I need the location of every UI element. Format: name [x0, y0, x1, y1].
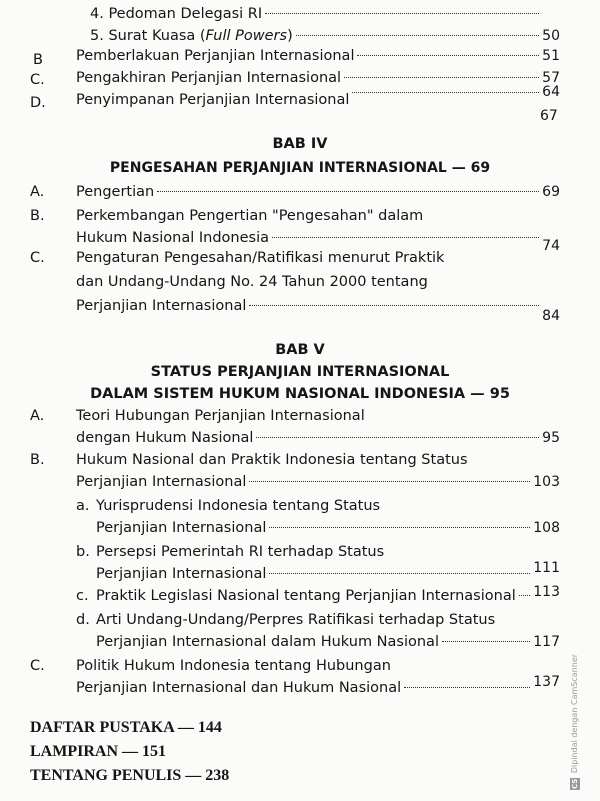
dot-leader: [256, 437, 539, 438]
dot-leader: [157, 191, 539, 192]
toc-item-surat-kuasa[interactable]: 5. Surat Kuasa (Full Powers) 50: [90, 28, 560, 44]
section-letter: C.: [30, 72, 45, 88]
section-letter: B.: [30, 452, 45, 468]
toc-item-tentang-penulis[interactable]: TENTANG PENULIS — 238: [30, 767, 230, 784]
subsection-letter: c.: [76, 588, 89, 604]
toc-item-pedoman-delegasi[interactable]: 4. Pedoman Delegasi RI: [90, 6, 560, 22]
dot-leader: [352, 92, 539, 93]
dot-leader: [344, 77, 539, 78]
dot-leader: [249, 305, 539, 306]
toc-item-teori-hubungan[interactable]: dengan Hukum Nasional 95: [76, 430, 560, 446]
section-letter: A.: [30, 408, 45, 424]
dot-leader: [265, 13, 539, 14]
section-letter: B.: [30, 208, 45, 224]
subsection-letter: b.: [76, 544, 90, 560]
toc-item-hukum-nasional[interactable]: Perjanjian Internasional 103: [76, 474, 560, 490]
toc-item-line: Persepsi Pemerintah RI terhadap Status: [96, 544, 385, 560]
dot-leader: [249, 481, 530, 482]
section-letter: A.: [30, 184, 45, 200]
dot-leader: [272, 237, 539, 238]
toc-item-pengaturan[interactable]: Perjanjian Internasional 84: [76, 298, 560, 324]
scanner-watermark: CS Dipindai dengan CamScanner: [570, 653, 579, 789]
toc-item-line: Arti Undang-Undang/Perpres Ratifikasi terhadap Status: [96, 612, 496, 628]
subsection-letter: d.: [76, 612, 90, 628]
toc-item-daftar-pustaka[interactable]: DAFTAR PUSTAKA — 144: [30, 719, 222, 736]
toc-item-yurisprudensi[interactable]: Perjanjian Internasional 108: [96, 520, 560, 536]
dot-leader: [269, 527, 530, 528]
dot-leader: [519, 595, 531, 596]
chapter-subtitle: PENGESAHAN PERJANJIAN INTERNASIONAL — 69: [109, 160, 491, 176]
dot-leader: [442, 641, 530, 642]
toc-item-perkembangan[interactable]: Hukum Nasional Indonesia 74: [76, 230, 560, 254]
page-number: 67: [540, 108, 558, 124]
section-letter: C.: [30, 658, 45, 674]
toc-item-line: Perkembangan Pengertian "Pengesahan" dalam: [76, 208, 424, 224]
chapter-title: BAB IV: [272, 136, 328, 152]
toc-item-line: Pengaturan Pengesahan/Ratifikasi menurut Praktik: [76, 250, 445, 266]
dot-leader: [357, 55, 539, 56]
toc-item-pengakhiran[interactable]: Pengakhiran Perjanjian Internasional 57: [76, 70, 560, 86]
subsection-letter: a.: [76, 498, 90, 514]
section-letter: B: [33, 52, 43, 68]
toc-item-line: Teori Hubungan Perjanjian Internasional: [76, 408, 365, 424]
toc-item-penyimpanan[interactable]: Penyimpanan Perjanjian Internasional 64: [76, 84, 560, 108]
chapter-title: BAB V: [275, 342, 325, 358]
toc-item-pengertian[interactable]: Pengertian 69: [76, 184, 560, 200]
section-letter: C.: [30, 250, 45, 266]
toc-item-lampiran[interactable]: LAMPIRAN — 151: [30, 743, 166, 760]
chapter-subtitle: STATUS PERJANJIAN INTERNASIONAL: [150, 364, 450, 380]
toc-item-line: Politik Hukum Indonesia tentang Hubungan: [76, 658, 391, 674]
chapter-subtitle: DALAM SISTEM HUKUM NASIONAL INDONESIA — 95: [90, 386, 510, 402]
toc-item-persepsi[interactable]: Perjanjian Internasional 111: [96, 560, 560, 582]
camscanner-logo-icon: CS: [571, 778, 579, 789]
section-letter: D.: [30, 95, 46, 111]
toc-item-line: Yurisprudensi Indonesia tentang Status: [96, 498, 381, 514]
dot-leader: [296, 35, 539, 36]
toc-item-praktik-legislasi[interactable]: Praktik Legislasi Nasional tentang Perjanjian Internasional 113: [96, 584, 560, 604]
toc-item-politik-hukum[interactable]: Perjanjian Internasional dan Hukum Nasional 137: [76, 674, 560, 696]
toc-item-line: Hukum Nasional dan Praktik Indonesia tentang Status: [76, 452, 468, 468]
toc-item-line: dan Undang-Undang No. 24 Tahun 2000 tentang: [76, 274, 428, 290]
toc-item-arti-undang-undang[interactable]: Perjanjian Internasional dalam Hukum Nasional 117: [96, 634, 560, 650]
dot-leader: [404, 687, 530, 688]
toc-item-pemberlakuan[interactable]: Pemberlakuan Perjanjian Internasional 51: [76, 48, 560, 64]
dot-leader: [269, 573, 530, 574]
